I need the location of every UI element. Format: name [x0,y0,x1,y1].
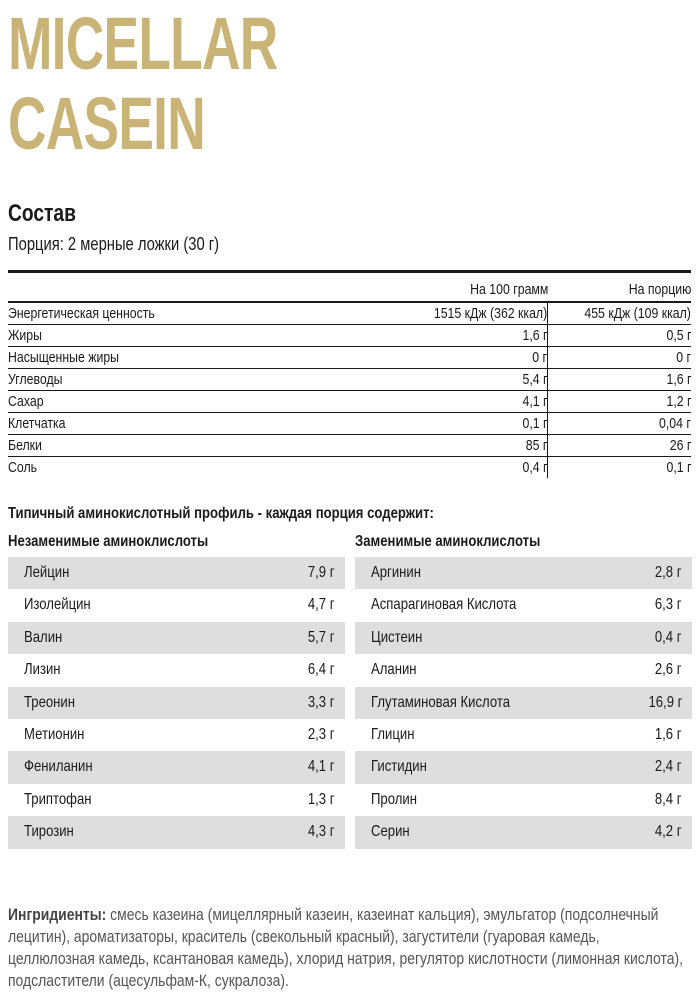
nutrient-name: Жиры [8,327,42,344]
amino-value: 3,3 г [308,693,335,711]
amino-row [355,784,692,816]
amino-value: 4,7 г [308,596,335,614]
amino-value: 6,3 г [655,596,682,614]
amino-value: 7,9 г [308,564,335,581]
nutrient-per100: 5,4 г [521,371,547,388]
amino-value: 2,8 г [655,564,682,581]
nutrient-per100: 0,1 г [521,415,547,432]
amino-name: Треонин [24,693,75,711]
nutrient-per-serving: 26 г [669,437,691,454]
amino-row [8,687,345,719]
nonessential-amino-title: Заменимые аминоклислоты [355,533,541,550]
section-title: Состав [8,200,76,227]
amino-name: Лейцин [24,564,70,581]
nutrient-per100: 1,6 г [521,327,547,344]
amino-row [355,719,692,751]
nutrition-header-row [8,273,691,303]
nutrient-per-serving: 0,04 г [659,415,691,432]
amino-row [355,557,692,589]
amino-value: 0,4 г [655,628,682,646]
nutrition-row [8,457,691,478]
portion-text: Порция: 2 мерные ложки (30 г) [8,234,220,254]
amino-value: 16,9 г [648,693,682,711]
nutrient-name: Энергетическая ценность [8,305,155,322]
nutrition-row [8,347,691,369]
brand-line-2: CASEIN [8,82,205,165]
amino-name: Пролин [371,790,417,808]
amino-row [355,622,692,654]
essential-amino-title: Незаменимые аминоклислоты [8,533,209,550]
amino-name: Фениланин [24,758,93,776]
amino-name: Аланин [371,661,417,679]
nutrition-body [8,303,691,478]
amino-row [8,816,345,848]
nutrient-per-serving: 455 кДж (109 ккал) [584,305,691,322]
nutrient-name: Белки [8,437,42,454]
amino-row [8,589,345,621]
nutrition-row [8,391,691,413]
nutrition-row [8,325,691,347]
nonessential-amino-list [355,557,692,849]
amino-value: 5,7 г [308,628,335,646]
amino-name: Изолейцин [24,596,91,614]
ingredients-label: Ингридиенты: [8,905,107,924]
nutrient-per-serving: 1,6 г [665,371,691,388]
nutrient-per100: 0,4 г [521,459,547,476]
amino-name: Тирозин [24,823,74,841]
nutrient-per-serving: 0 г [676,349,691,366]
nutrient-per100: 1515 кДж (362 ккал) [433,305,547,322]
amino-name: Валин [24,628,63,646]
amino-value: 8,4 г [655,790,682,808]
amino-value: 2,6 г [655,661,682,679]
amino-value: 2,3 г [308,725,335,743]
amino-row [355,589,692,621]
amino-name: Серин [371,823,410,841]
nutrient-name: Сахар [8,393,44,410]
amino-profile-title: Типичный аминокислотный профиль - каждая порция содержит: [8,505,434,522]
product-logo [8,4,277,164]
nutrition-table [8,270,691,478]
essential-amino-list [8,557,345,849]
nutrient-per100: 4,1 г [521,393,547,410]
amino-name: Глицин [371,725,415,743]
nutrient-per-serving: 0,1 г [665,459,691,476]
nutrient-per100: 85 г [525,437,547,454]
amino-name: Глутаминовая Кислота [371,693,511,711]
amino-value: 2,4 г [655,758,682,776]
amino-row [355,654,692,686]
amino-row [355,816,692,848]
nutrient-name: Соль [8,459,38,476]
amino-row [8,557,345,589]
nutrition-row [8,303,691,325]
nutrition-row [8,435,691,457]
nutrient-per-serving: 0,5 г [665,327,691,344]
amino-value: 6,4 г [308,661,335,679]
nutrient-name: Насыщенные жиры [8,349,120,366]
amino-name: Триптофан [24,790,92,808]
brand-line-1: MICELLAR [8,2,278,85]
header-per-serving: На порцию [628,281,691,298]
amino-value: 4,2 г [655,823,682,841]
amino-row [8,622,345,654]
amino-value: 1,6 г [655,725,682,743]
amino-row [8,719,345,751]
nutrition-row [8,369,691,391]
amino-row [8,784,345,816]
amino-name: Аспарагиновая Кислота [371,596,517,614]
nutrient-name: Клетчатка [8,415,66,432]
amino-row [8,751,345,783]
amino-name: Цистеин [371,628,423,646]
amino-row [355,687,692,719]
amino-value: 1,3 г [308,790,335,808]
amino-name: Лизин [24,661,61,679]
amino-value: 4,1 г [308,758,335,776]
amino-value: 4,3 г [308,823,335,841]
ingredients-text [8,904,689,992]
amino-row [8,654,345,686]
header-per100: На 100 грамм [469,281,548,298]
nutrient-name: Углеводы [8,371,63,388]
nutrient-per100: 0 г [532,349,547,366]
nutrient-per-serving: 1,2 г [665,393,691,410]
amino-name: Аргинин [371,564,421,581]
amino-row [355,751,692,783]
ingredients-body: смесь казеина (мицеллярный казеин, казеинат кальция), эмульгатор (подсолнечный лецитин), ароматизаторы, краситель (свекольный красный), загустители (гуаровая камедь, целлюлозная камедь, ксантановая камедь), хлорид натрия, регулятор кислотности (лимонная кислота), подсластители (ацесульфам-К, сукралоза). [8,905,683,990]
amino-name: Гистидин [371,758,427,776]
amino-name: Метионин [24,725,85,743]
nutrition-row [8,413,691,435]
